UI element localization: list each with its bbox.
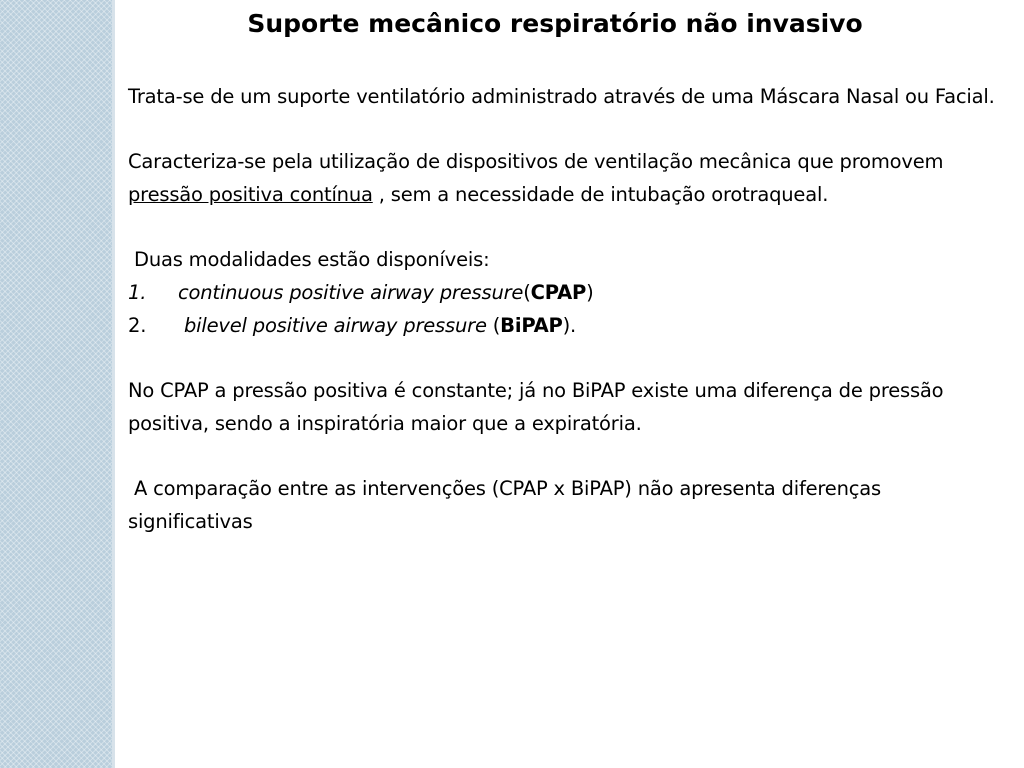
- modalities-intro: Duas modalidades estão disponíveis:: [128, 248, 490, 272]
- list-number: 2.: [128, 313, 147, 337]
- modality-name: continuous positive airway pressure: [178, 281, 524, 305]
- paragraph-conclusion: A comparação entre as intervenções (CPAP x BiPAP) não apresenta diferenças significativas: [128, 477, 887, 534]
- modality-abbreviation: CPAP: [530, 281, 587, 305]
- decorative-side-band: [0, 0, 112, 768]
- modality-list-item-bipap: [128, 310, 998, 343]
- paren-open: (: [486, 313, 501, 337]
- underlined-term: pressão positiva contínua: [128, 183, 373, 207]
- modality-text: [178, 310, 576, 343]
- paragraph-spacer: [128, 441, 998, 474]
- list-number: 1.: [128, 281, 147, 305]
- paren-close: ): [586, 281, 594, 305]
- paren-open: (: [523, 281, 531, 305]
- characteristics-text-after: , sem a necessidade de intubação orotraqueal.: [372, 183, 829, 207]
- paragraph-spacer: [128, 343, 998, 376]
- modality-name: bilevel positive airway pressure: [178, 313, 487, 337]
- paragraph-spacer: [128, 114, 998, 147]
- side-band-edge: [112, 0, 115, 768]
- paragraph-comparison-pressure: No CPAP a pressão positiva é constante; já no BiPAP existe uma diferença de pressão positiva, sendo a inspiratória maior que a expiratória.: [128, 379, 944, 435]
- modality-list-item-cpap: [128, 277, 998, 310]
- paragraph-characteristics: [128, 146, 998, 211]
- paragraph-spacer: [128, 212, 998, 245]
- paren-close: ).: [562, 313, 577, 337]
- characteristics-text-before: Caracteriza-se pela utilização de dispositivos de ventilação mecânica que promovem: [128, 150, 944, 174]
- slide-body: [128, 81, 998, 539]
- modality-abbreviation: BiPAP: [500, 313, 563, 337]
- slide-title: Suporte mecânico respiratório não invasivo: [247, 9, 863, 38]
- modality-text: [178, 277, 593, 310]
- paragraph-definition: Trata-se de um suporte ventilatório administrado através de uma Máscara Nasal ou Facial.: [128, 85, 995, 108]
